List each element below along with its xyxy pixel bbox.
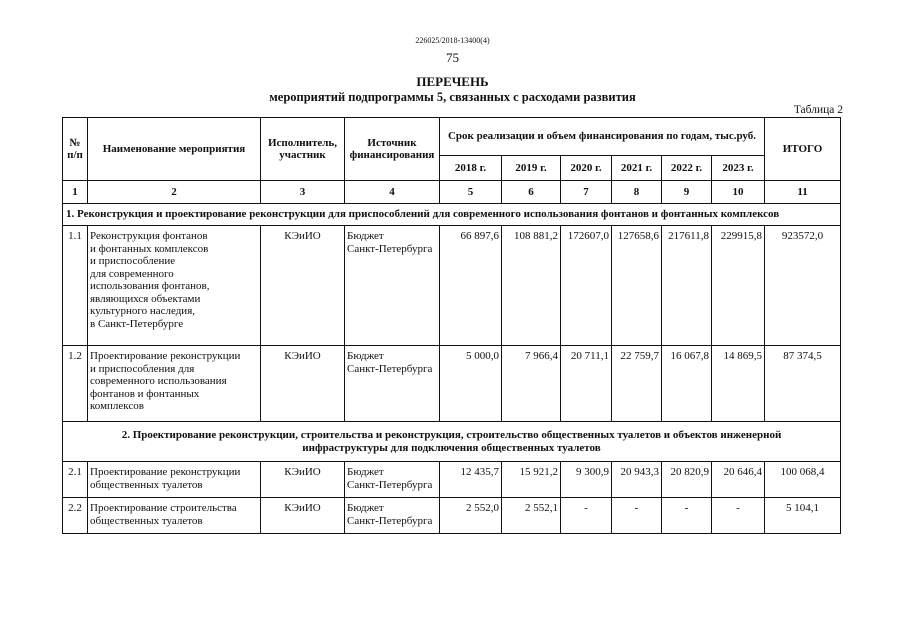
value-2020: 9 300,9 — [561, 462, 612, 498]
header-year: 2021 г. — [612, 156, 662, 181]
source-line: Санкт-Петербурга — [347, 242, 433, 255]
column-number: 10 — [712, 181, 765, 204]
name-line: и фонтанных комплексов — [90, 242, 209, 255]
activity-name — [88, 498, 261, 534]
name-line: и приспособления для — [90, 362, 195, 375]
name-line: Проектирование реконструкции — [90, 466, 241, 478]
header-num: № п/п — [63, 118, 88, 181]
value-2020: 20 711,1 — [561, 346, 612, 422]
name-line: являющихся объектами — [90, 292, 201, 305]
value-2018: 66 897,6 — [440, 226, 502, 346]
name-line: фонтанов и фонтанных — [90, 387, 200, 400]
header-year: 2023 г. — [712, 156, 765, 181]
header-year: 2022 г. — [662, 156, 712, 181]
value-2023: 20 646,4 — [712, 462, 765, 498]
value-total: 100 068,4 — [765, 462, 841, 498]
value-2018: 12 435,7 — [440, 462, 502, 498]
value-2022: 16 067,8 — [662, 346, 712, 422]
name-line: общественных туалетов — [90, 514, 203, 527]
header-source: Источник финансирования — [345, 118, 440, 181]
table-label: Таблица 2 — [793, 104, 843, 116]
source-line: Санкт-Петербурга — [347, 362, 433, 375]
executor: КЭиИО — [261, 498, 345, 534]
source-line: Санкт-Петербурга — [347, 478, 433, 491]
value-2018: 5 000,0 — [440, 346, 502, 422]
column-number: 1 — [63, 181, 88, 204]
header-year: 2019 г. — [502, 156, 561, 181]
column-number: 5 — [440, 181, 502, 204]
row-number: 1.2 — [63, 346, 88, 422]
header-executor: Исполнитель, участник — [261, 118, 345, 181]
name-line: культурного наследия, — [90, 305, 195, 317]
activity-name — [88, 226, 261, 346]
header-year: 2018 г. — [440, 156, 502, 181]
name-line: общественных туалетов — [90, 478, 203, 491]
name-line: и приспособление — [90, 255, 176, 267]
source-line: Бюджет — [347, 466, 384, 478]
table-row — [63, 462, 841, 498]
name-line: использования фонтанов, — [90, 280, 210, 292]
activity-name — [88, 462, 261, 498]
column-number: 6 — [502, 181, 561, 204]
value-2019: 15 921,2 — [502, 462, 561, 498]
column-number: 3 — [261, 181, 345, 204]
column-numbers-row — [63, 181, 841, 204]
name-line: для современного — [90, 267, 174, 280]
section-title: 1. Реконструкция и проектирование реконструкции для приспособлений для современного использования фонтанов и фонтанных комплексов — [63, 204, 841, 226]
header-row — [63, 118, 841, 156]
column-number: 7 — [561, 181, 612, 204]
source-line: Бюджет — [347, 230, 384, 242]
value-2023: - — [712, 498, 765, 534]
activity-name — [88, 346, 261, 422]
value-2021: 20 943,3 — [612, 462, 662, 498]
value-2022: - — [662, 498, 712, 534]
header-total: ИТОГО — [765, 118, 841, 181]
column-number: 2 — [88, 181, 261, 204]
row-number: 1.1 — [63, 226, 88, 346]
table-row — [63, 226, 841, 346]
source-line: Санкт-Петербурга — [347, 514, 433, 527]
name-line: Проектирование реконструкции — [90, 350, 241, 362]
value-2023: 14 869,5 — [712, 346, 765, 422]
executor: КЭиИО — [261, 226, 345, 346]
name-line: современного использования — [90, 375, 227, 387]
funding-source — [345, 346, 440, 422]
funding-source — [345, 226, 440, 346]
executor: КЭиИО — [261, 462, 345, 498]
source-line: Бюджет — [347, 502, 384, 514]
value-2019: 2 552,1 — [502, 498, 561, 534]
value-2021: 22 759,7 — [612, 346, 662, 422]
row-number: 2.2 — [63, 498, 88, 534]
column-number: 9 — [662, 181, 712, 204]
header-period: Срок реализации и объем финансирования по годам, тыс.руб. — [440, 118, 765, 156]
section-row — [63, 422, 841, 462]
section-row — [63, 204, 841, 226]
page-title: ПЕРЕЧЕНЬ — [416, 74, 489, 89]
value-2023: 229915,8 — [712, 226, 765, 346]
section-title: 2. Проектирование реконструкции, строительства и реконструкция, строительство общественных туалетов и объектов инженерной инфраструктуры для подключения общественных туалетов — [63, 422, 841, 462]
name-line: Реконструкция фонтанов — [90, 230, 208, 242]
table-row — [63, 346, 841, 422]
column-number: 4 — [345, 181, 440, 204]
value-total: 5 104,1 — [765, 498, 841, 534]
value-total: 923572,0 — [765, 226, 841, 346]
name-line: Проектирование строительства — [90, 502, 237, 514]
value-2022: 20 820,9 — [662, 462, 712, 498]
table-row — [63, 498, 841, 534]
value-2020: 172607,0 — [561, 226, 612, 346]
value-2020: - — [561, 498, 612, 534]
page-subtitle: мероприятий подпрограммы 5, связанных с расходами развития — [269, 90, 636, 104]
value-2019: 108 881,2 — [502, 226, 561, 346]
value-2022: 217611,8 — [662, 226, 712, 346]
value-2021: 127658,6 — [612, 226, 662, 346]
name-line: в Санкт-Петербурге — [90, 317, 184, 330]
document-number: 226025/2018-13400(4) — [415, 36, 490, 45]
value-2018: 2 552,0 — [440, 498, 502, 534]
header-name: Наименование мероприятия — [88, 118, 261, 181]
funding-source — [345, 462, 440, 498]
header-year: 2020 г. — [561, 156, 612, 181]
source-line: Бюджет — [347, 350, 384, 362]
executor: КЭиИО — [261, 346, 345, 422]
value-2019: 7 966,4 — [502, 346, 561, 422]
page-number: 75 — [446, 50, 459, 65]
column-number: 11 — [765, 181, 841, 204]
name-line: комплексов — [90, 400, 144, 412]
funding-source — [345, 498, 440, 534]
column-number: 8 — [612, 181, 662, 204]
row-number: 2.1 — [63, 462, 88, 498]
value-total: 87 374,5 — [765, 346, 841, 422]
value-2021: - — [612, 498, 662, 534]
activities-table — [62, 117, 841, 534]
